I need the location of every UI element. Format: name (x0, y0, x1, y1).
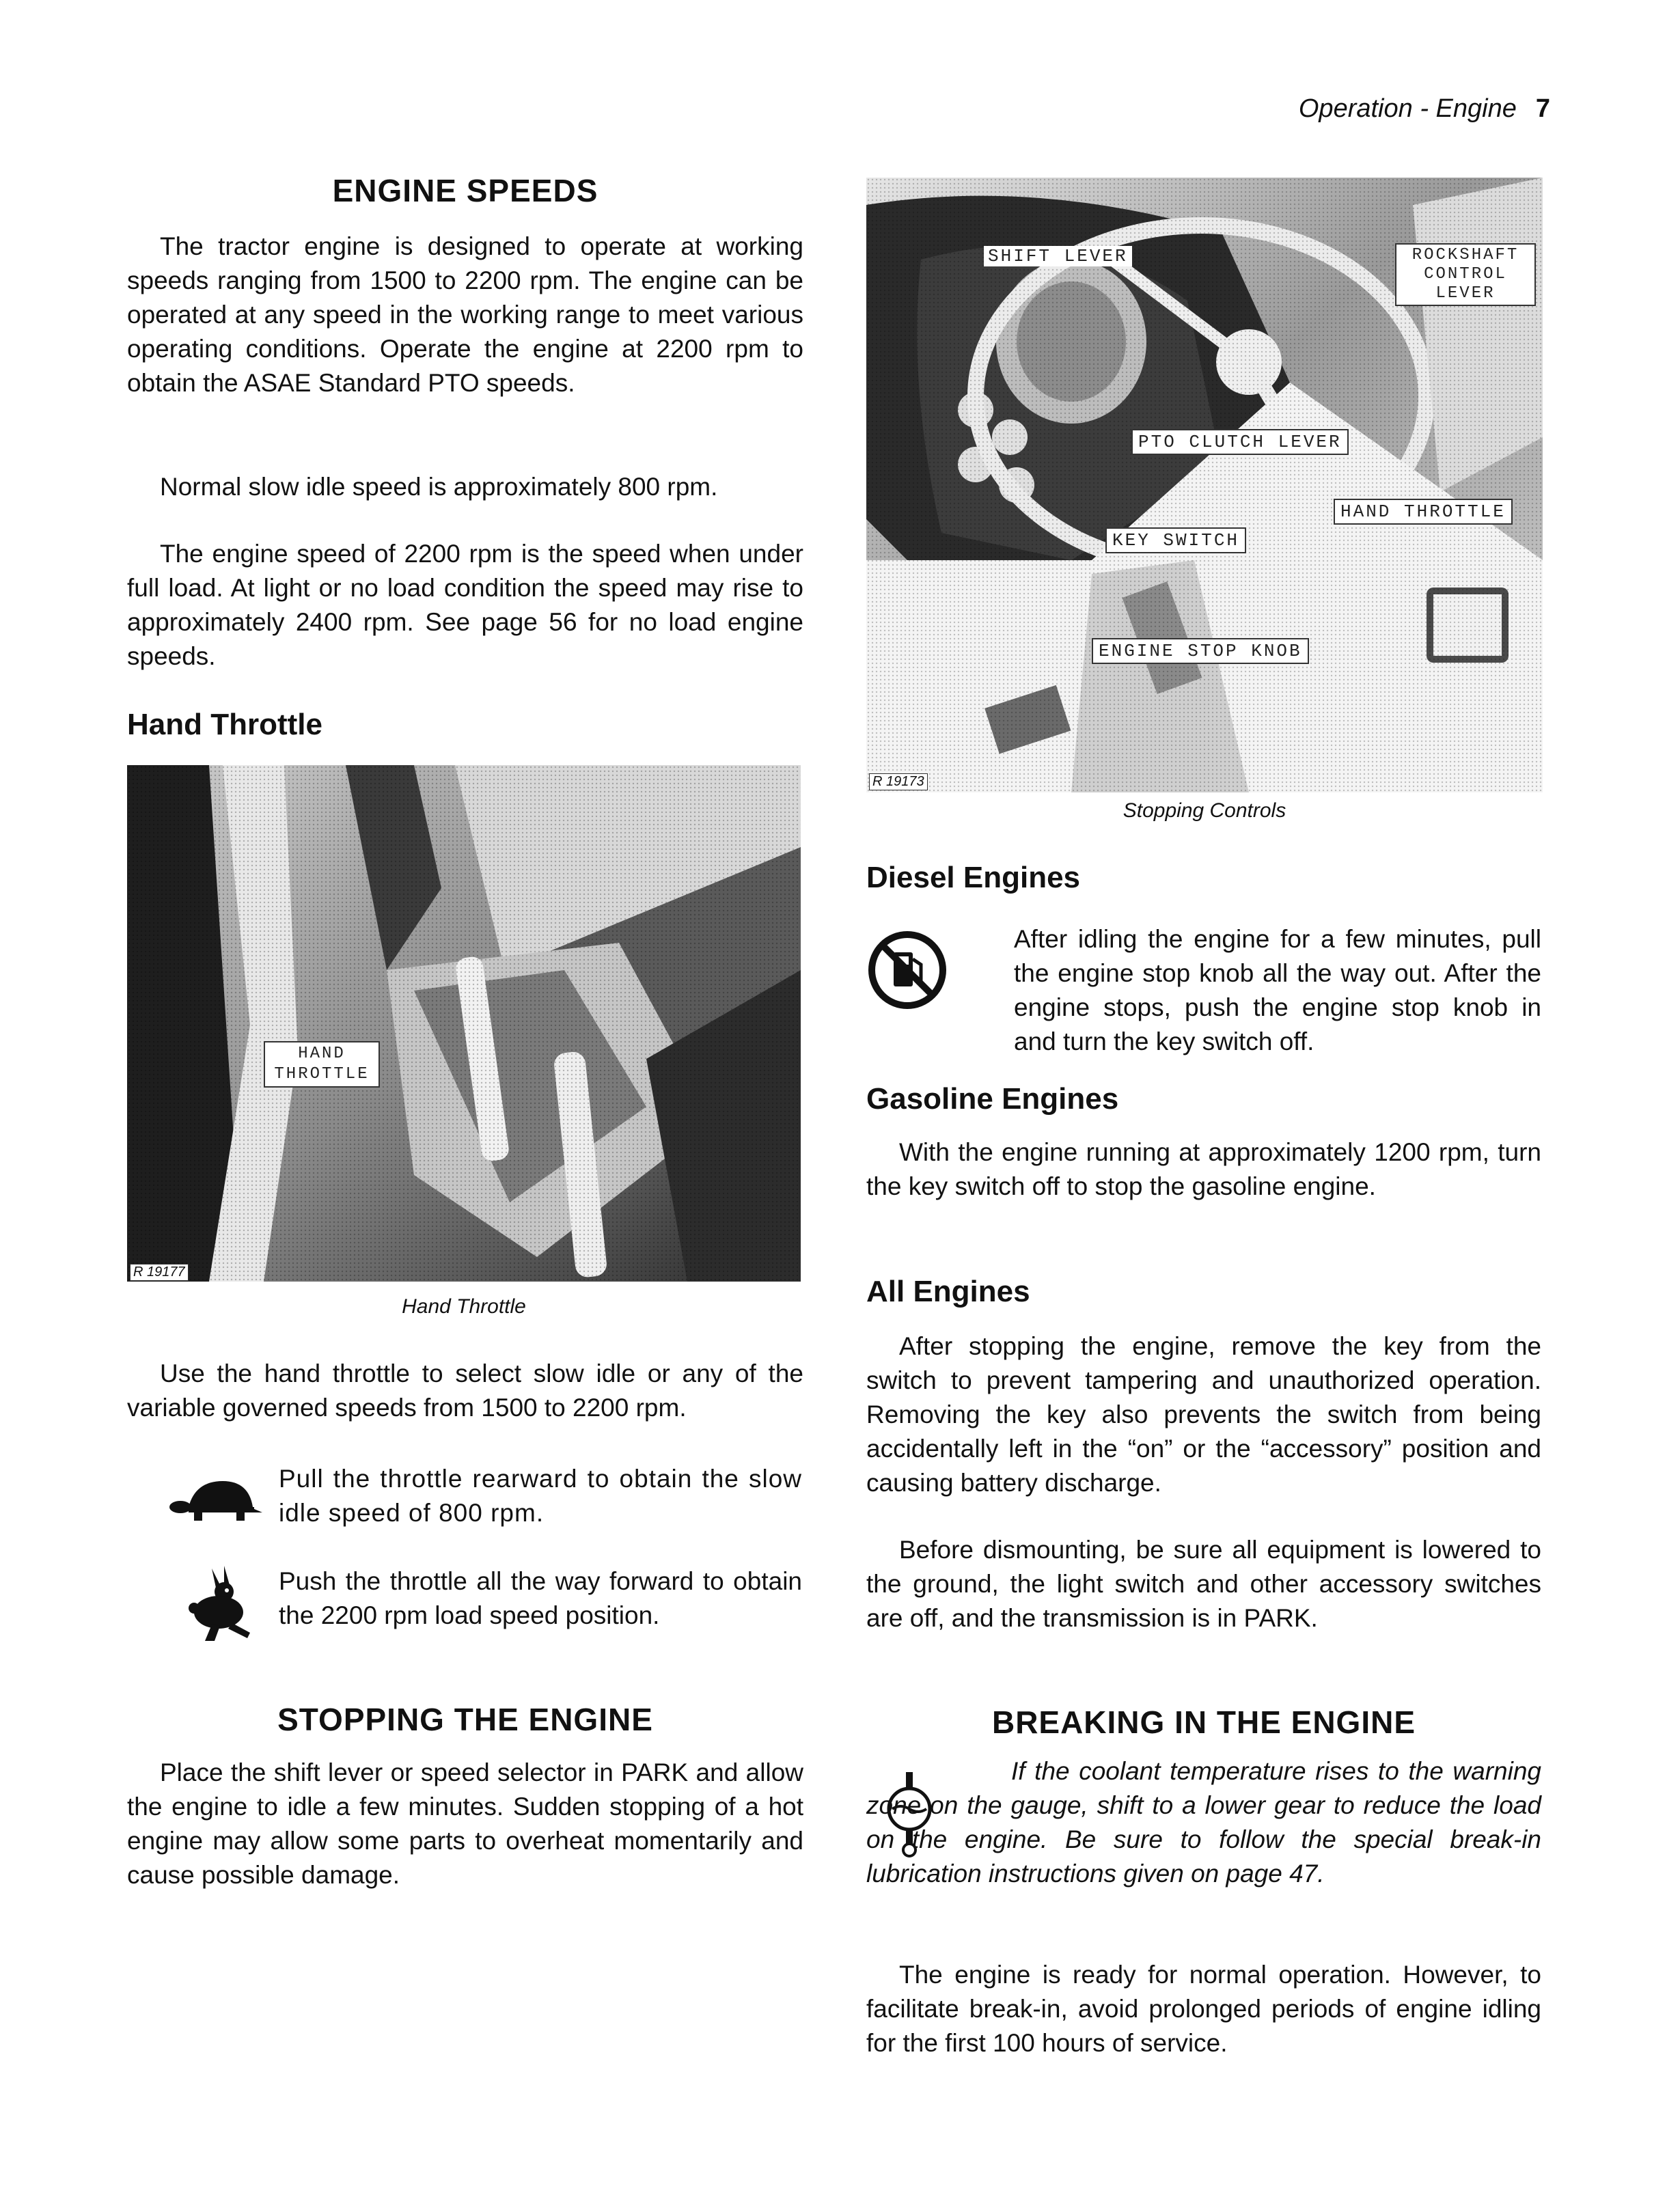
breaking-in-heading: BREAKING IN THE ENGINE (991, 1704, 1416, 1740)
page-number: 7 (1535, 94, 1550, 123)
no-fuel-icon (866, 929, 948, 1014)
turtle-icon (168, 1477, 264, 1528)
engine-speeds-p3: The engine speed of 2200 rpm is the speed when under full load. At light or no load condition the speed may rise to approximately 2400 rpm. See page 56 for no load engine speeds. (127, 540, 803, 670)
engine-speeds-p2: Normal slow idle speed is approximately 800 rpm. (160, 473, 718, 501)
gasoline-engines-p1: With the engine running at approximately 1200 rpm, turn the key switch off to stop the gasoline engine. (866, 1138, 1541, 1200)
breaking-in-p1: If the coolant temperature rises to the warning zone on the gauge, shift to a lower gear to reduce the load on the engine. Be sure to follow the special break-in lubrication instructions given on page 47. (866, 1757, 1541, 1888)
shift-lever-label: SHIFT LEVER (978, 245, 1138, 268)
rockshaft-control-lever-label: ROCKSHAFT CONTROL LEVER (1395, 243, 1536, 306)
all-engines-heading: All Engines (866, 1275, 1030, 1308)
engine-stop-knob-label: ENGINE STOP KNOB (1092, 638, 1309, 664)
all-engines-p1: After stopping the engine, remove the key from the switch to prevent tampering and unauthorized operation. Removing the key also prevents the switch from being accidentally left in the “on” or the “accessory” position and causing battery discharge. (866, 1332, 1541, 1497)
hand-throttle-photo (127, 765, 801, 1282)
hand-throttle-caption: Hand Throttle (402, 1295, 526, 1318)
load-speed-text: Push the throttle all the way forward to obtain the 2200 rpm load speed position. (279, 1567, 802, 1629)
diesel-engines-p1: After idling the engine for a few minutes, pull the engine stop knob all the way out. After the engine stops, push the engine stop knob in and turn the key switch off. (1014, 925, 1541, 1055)
hand-throttle-p1: Use the hand throttle to select slow idle or any of the variable governed speeds from 1500 to 2200 rpm. (127, 1359, 803, 1422)
hand-throttle-photo-ref: R 19177 (130, 1264, 189, 1281)
key-switch-label: KEY SWITCH (1105, 527, 1246, 553)
stopping-controls-photo-ref: R 19173 (869, 773, 928, 790)
hand-throttle-photo-label: HAND THROTTLE (264, 1041, 380, 1088)
hand-throttle-heading: Hand Throttle (127, 708, 322, 741)
all-engines-p2: Before dismounting, be sure all equipment is lowered to the ground, the light switch and other accessory switches are off, and the transmission is in PARK. (866, 1536, 1541, 1632)
engine-speeds-heading: ENGINE SPEEDS (332, 173, 598, 208)
pto-clutch-lever-label: PTO CLUTCH LEVER (1131, 429, 1349, 455)
stopping-engine-p1: Place the shift lever or speed selector in PARK and allow the engine to idle a few minutes. Sudden stopping of a hot engine may allow some parts to overheat momentarily and cause possible damage. (127, 1758, 803, 1889)
hand-throttle-control-label: HAND THROTTLE (1334, 499, 1513, 525)
gasoline-engines-heading: Gasoline Engines (866, 1082, 1119, 1116)
running-head (1299, 94, 1550, 124)
breaking-in-p2: The engine is ready for normal operation. However, to facilitate break-in, avoid prolonged periods of engine idling for the first 100 hours of service. (866, 1961, 1541, 2057)
slow-idle-text: Pull the throttle rearward to obtain the slow idle speed of 800 rpm. (279, 1465, 802, 1527)
diesel-engines-heading: Diesel Engines (866, 861, 1081, 894)
stopping-controls-caption: Stopping Controls (1123, 799, 1286, 822)
stopping-engine-heading: STOPPING THE ENGINE (277, 1702, 653, 1737)
engine-speeds-p1: The tractor engine is designed to operate at working speeds ranging from 1500 to 2200 rpm. The engine can be operated at any speed in the working range to meet various operating conditions. Operate the engine at 2200 rpm to obtain the ASAE Standard PTO speeds. (127, 232, 803, 397)
rabbit-icon (184, 1564, 260, 1650)
running-head-title: Operation - Engine (1298, 94, 1517, 123)
